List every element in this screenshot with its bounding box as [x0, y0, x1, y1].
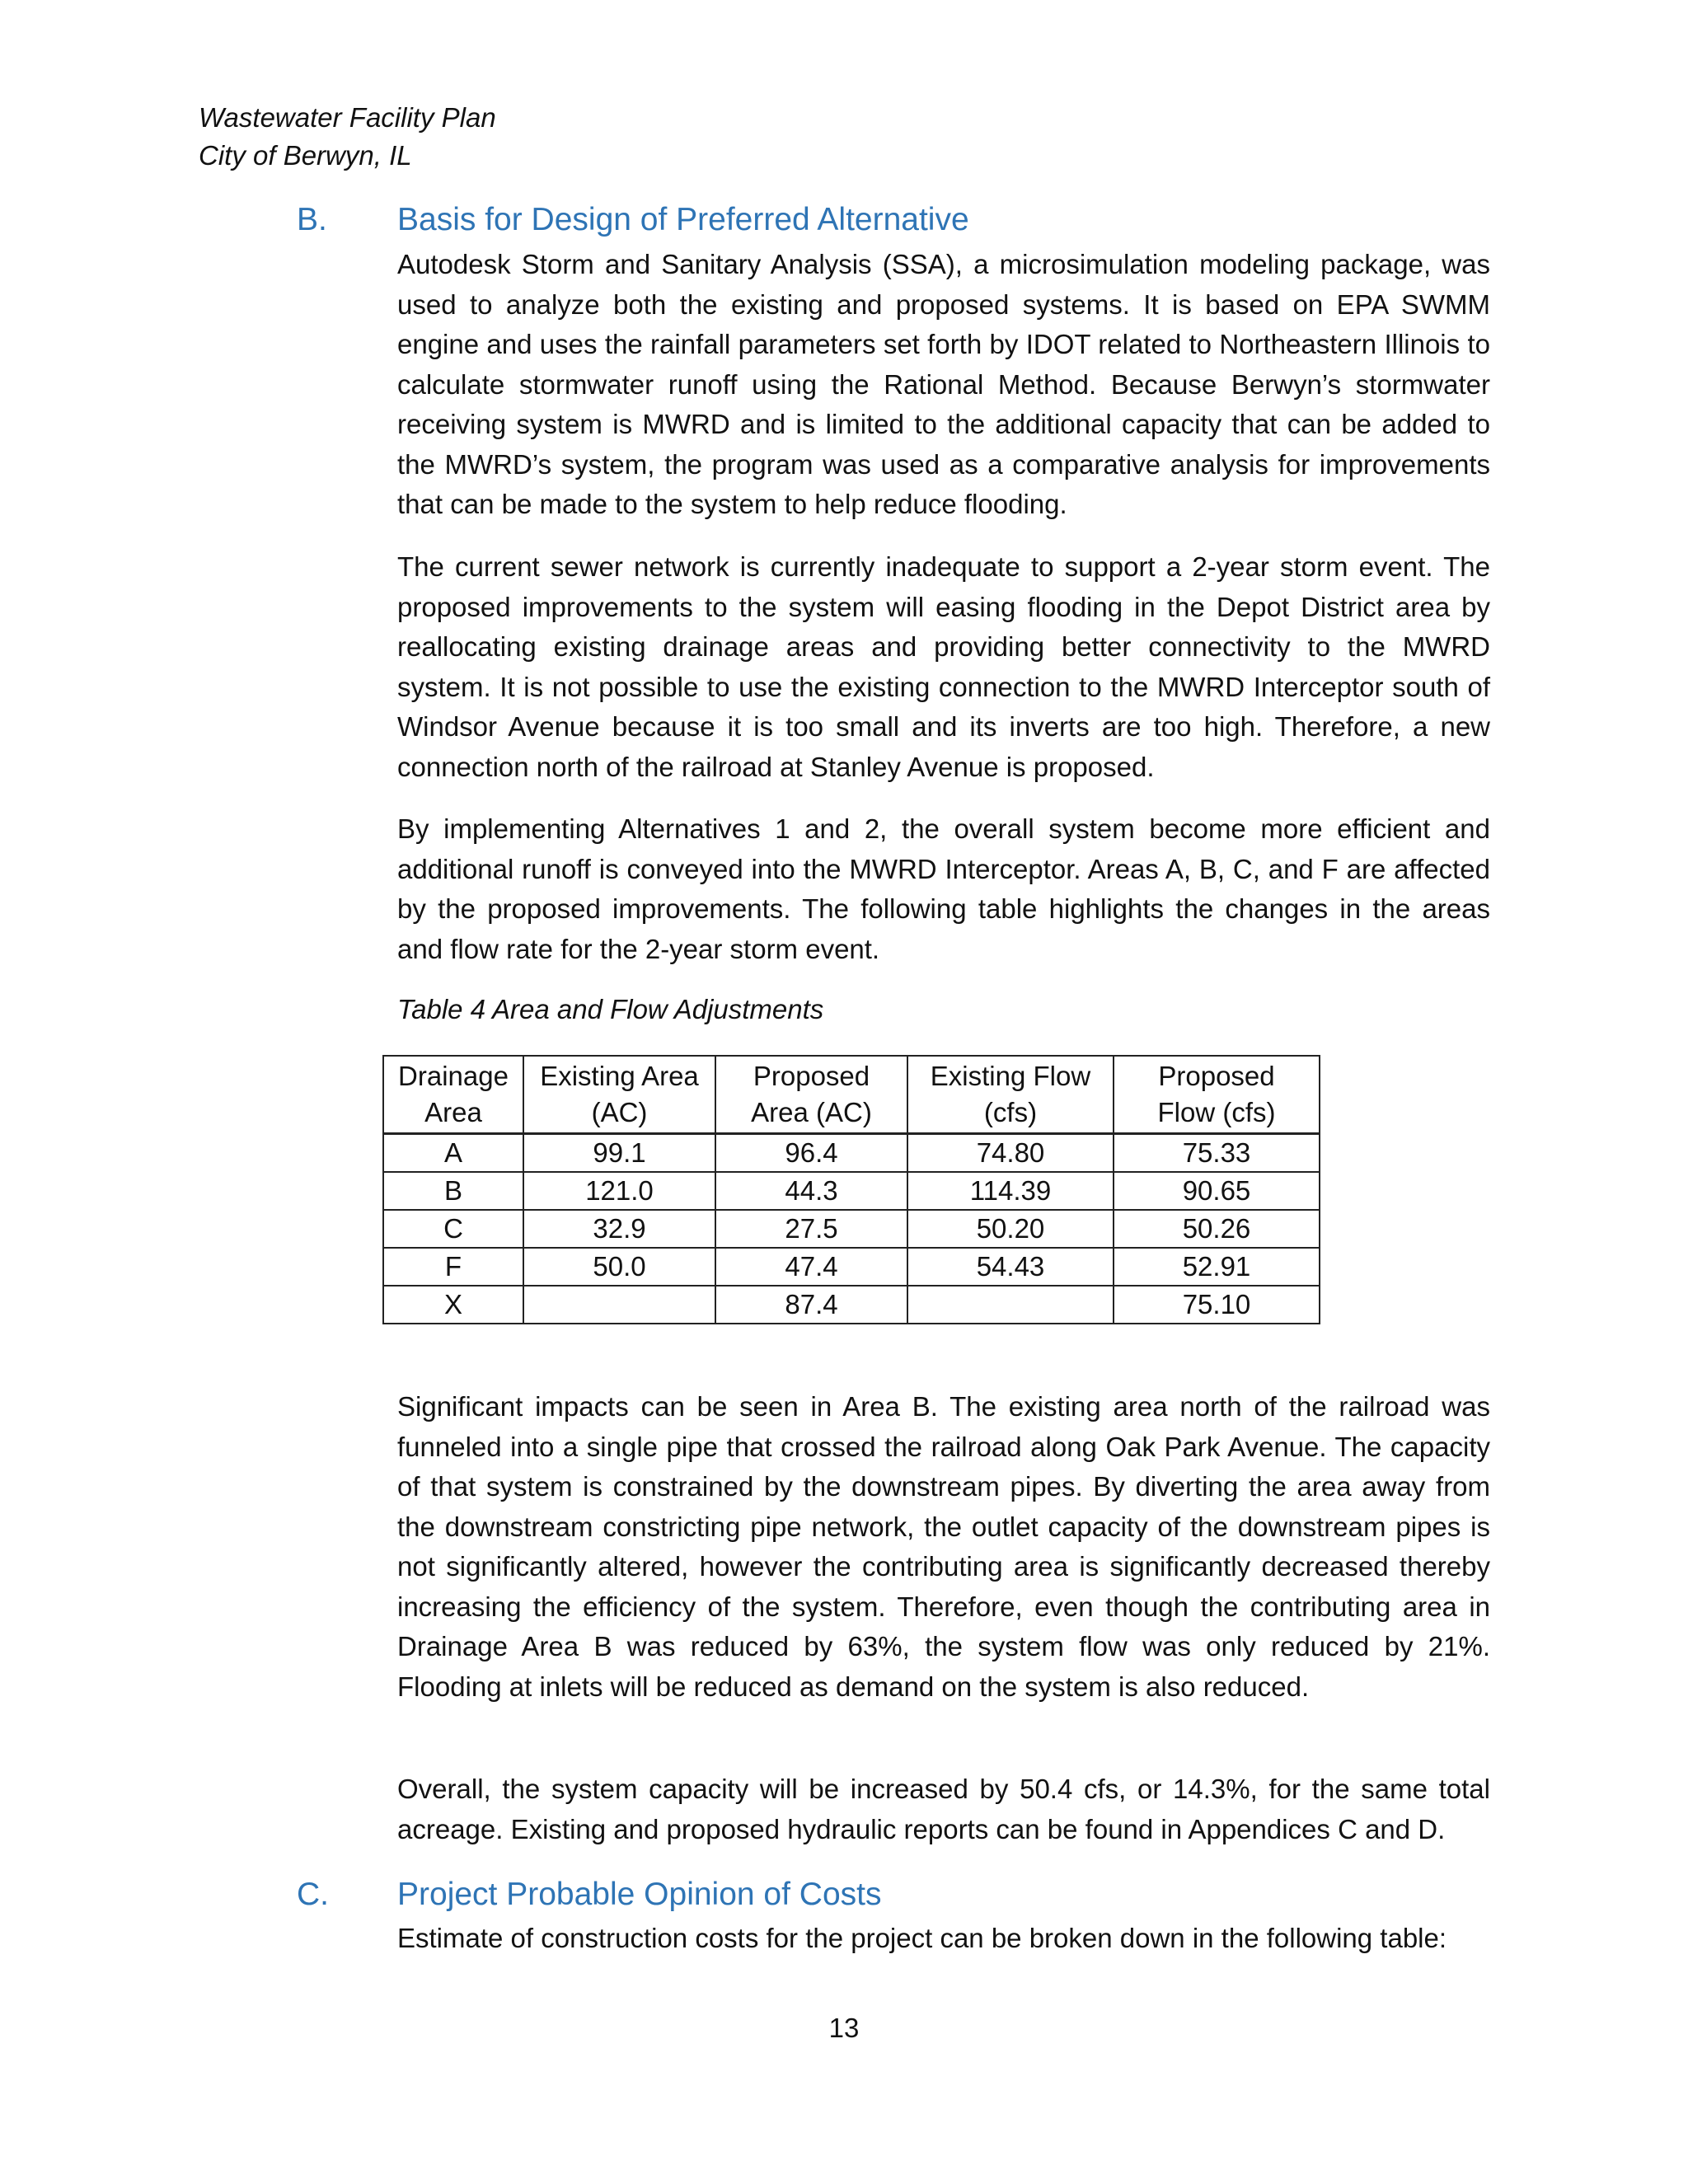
header-line: Area (AC)	[751, 1097, 872, 1127]
header-line: Flow (cfs)	[1157, 1097, 1276, 1127]
table-row	[383, 1286, 1320, 1324]
header-document-title: Wastewater Facility Plan	[199, 102, 496, 133]
section-b-paragraph-5: Overall, the system capacity will be increased by 50.4 cfs, or 14.3%, for the same total acreage. Existing and proposed hydraulic reports can be found in Appendices C and D.	[397, 1774, 1490, 1844]
header-line: Proposed	[753, 1061, 870, 1091]
table-cell: 114.39	[907, 1172, 1114, 1210]
header-proposed-flow	[1114, 1056, 1320, 1134]
section-b-paragraph-2: The current sewer network is currently inadequate to support a 2-year storm event. The proposed improvements to the system will easing flooding in the Depot District area by reallocating existing drainage areas and providing better connectivity to the MWRD system. It is not possible to use the existing connection to the MWRD Interceptor south of Windsor Avenue because it is too small and its inverts are too high. Therefore, a new connection north of the railroad at Stanley Avenue is proposed.	[397, 551, 1490, 782]
table-cell: A	[383, 1134, 523, 1173]
section-b-paragraph-4: Significant impacts can be seen in Area B. The existing area north of the railroad was funneled into a single pipe that crossed the railroad along Oak Park Avenue. The capacity of that system is constrained by the downstream pipes. By diverting the area away from the downstream constricting pipe network, the outlet capacity of the downstream pipes is not significantly altered, however the contributing area is significantly decreased thereby increasing the efficiency of the system. Therefore, even though the contributing area in Drainage Area B was reduced by 63%, the system flow was only reduced by 21%. Flooding at inlets will be reduced as demand on the system is also reduced.	[397, 1391, 1490, 1702]
header-city: City of Berwyn, IL	[199, 140, 412, 171]
header-proposed-area	[715, 1056, 907, 1134]
section-b-paragraph-3: By implementing Alternatives 1 and 2, the overall system become more efficient and additional runoff is conveyed into the MWRD Interceptor. Areas A, B, C, and F are affected by the proposed improvements. The following table highlights the changes in the areas and flow rate for the 2-year storm event.	[397, 813, 1490, 964]
page-number: 13	[828, 2013, 860, 2043]
header-line: Existing Flow	[930, 1061, 1091, 1091]
section-c-letter: C.	[297, 1877, 329, 1912]
table-cell: 99.1	[523, 1134, 715, 1173]
table-cell: F	[383, 1248, 523, 1286]
table-row	[383, 1134, 1320, 1173]
table-cell: B	[383, 1172, 523, 1210]
header-line: Area	[424, 1097, 482, 1127]
header-existing-area	[523, 1056, 715, 1134]
area-flow-table	[382, 1055, 1320, 1324]
table-cell	[523, 1286, 715, 1324]
table-cell: 96.4	[715, 1134, 907, 1173]
table-header-row	[383, 1056, 1320, 1134]
header-line: Drainage	[398, 1061, 509, 1091]
table-cell: 50.0	[523, 1248, 715, 1286]
header-line: Proposed	[1158, 1061, 1275, 1091]
table-row	[383, 1248, 1320, 1286]
table-cell: 44.3	[715, 1172, 907, 1210]
table-caption: Table 4 Area and Flow Adjustments	[397, 994, 824, 1024]
section-b-title: Basis for Design of Preferred Alternative	[397, 202, 969, 237]
section-b-letter: B.	[297, 202, 327, 237]
table-cell: 50.26	[1114, 1210, 1320, 1248]
table-cell: 90.65	[1114, 1172, 1320, 1210]
table-cell: C	[383, 1210, 523, 1248]
header-existing-flow	[907, 1056, 1114, 1134]
table-row	[383, 1210, 1320, 1248]
table-cell: 75.10	[1114, 1286, 1320, 1324]
table-row	[383, 1172, 1320, 1210]
table-cell: 47.4	[715, 1248, 907, 1286]
table-cell: 32.9	[523, 1210, 715, 1248]
section-b-paragraph-1: Autodesk Storm and Sanitary Analysis (SSA), a microsimulation modeling package, was used to analyze both the existing and proposed systems. It is based on EPA SWMM engine and uses the rainfall parameters set forth by IDOT related to Northeastern Illinois to calculate stormwater runoff using the Rational Method. Because Berwyn’s stormwater receiving system is MWRD and is limited to the additional capacity that can be added to the MWRD’s system, the program was used as a comparative analysis for improvements that can be made to the system to help reduce flooding.	[397, 249, 1490, 519]
header-line: Existing Area	[540, 1061, 699, 1091]
table-cell	[907, 1286, 1114, 1324]
section-c-paragraph: Estimate of construction costs for the project can be broken down in the following table:	[397, 1923, 1447, 1953]
table-cell: 54.43	[907, 1248, 1114, 1286]
table-cell: 75.33	[1114, 1134, 1320, 1173]
table-cell: 87.4	[715, 1286, 907, 1324]
table-cell: X	[383, 1286, 523, 1324]
section-c-title: Project Probable Opinion of Costs	[397, 1877, 882, 1912]
table-cell: 50.20	[907, 1210, 1114, 1248]
table-cell: 52.91	[1114, 1248, 1320, 1286]
header-line: (AC)	[591, 1097, 648, 1127]
table-cell: 74.80	[907, 1134, 1114, 1173]
table-cell: 121.0	[523, 1172, 715, 1210]
header-line: (cfs)	[983, 1097, 1038, 1127]
header-drainage-area	[383, 1056, 523, 1134]
table-cell: 27.5	[715, 1210, 907, 1248]
